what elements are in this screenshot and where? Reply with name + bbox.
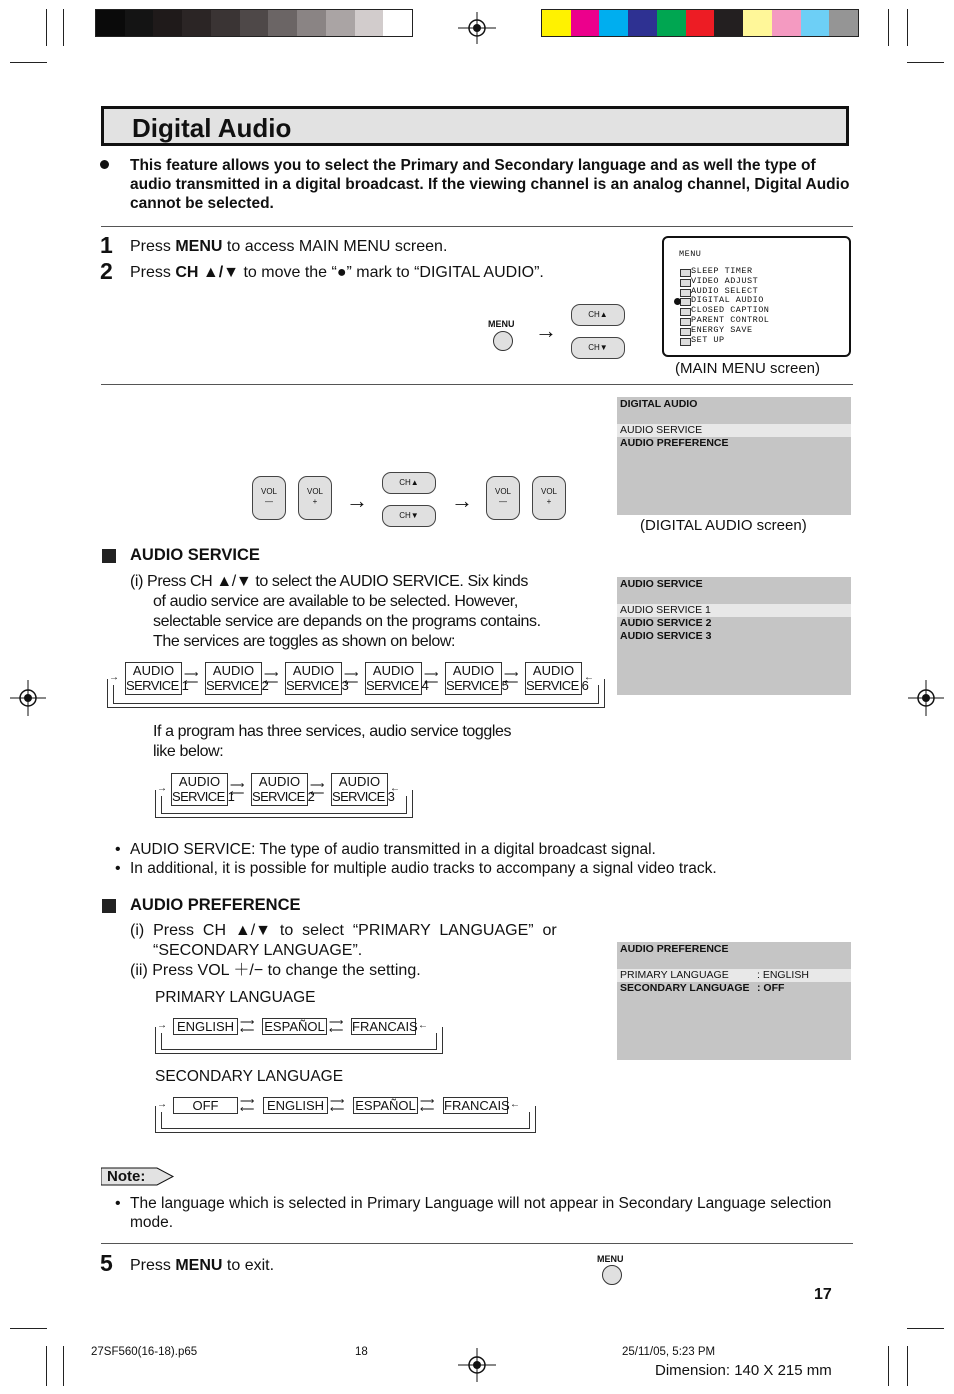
loop-arrow-icon: → bbox=[157, 1019, 167, 1031]
ch-down-button[interactable] bbox=[571, 337, 625, 359]
screen-header bbox=[617, 398, 851, 411]
audio-preference-instructions bbox=[130, 921, 557, 981]
note-text: The language which is selected in Primary Language will not appear in Secondary Language selection mode. bbox=[130, 1195, 832, 1231]
step-text-part: to exit. bbox=[222, 1257, 275, 1274]
registration-target-icon bbox=[908, 680, 944, 716]
audio-service-note-1: AUDIO SERVICE: The type of audio transmitted in a digital broadcast signal. bbox=[130, 841, 656, 858]
step-text-part: Press bbox=[130, 238, 176, 255]
toggle-option-box: ENGLISH bbox=[173, 1018, 238, 1035]
step-1-text bbox=[130, 238, 447, 256]
text-line: “SECONDARY LANGUAGE”. bbox=[153, 942, 363, 959]
toggle-option-box: ESPAÑOL bbox=[353, 1097, 418, 1114]
calibration-swatch bbox=[772, 10, 801, 36]
toggle-option-line: AUDIO bbox=[372, 663, 415, 678]
registration-target-icon bbox=[458, 1348, 496, 1382]
toggle-option-line: SERVICE 2 bbox=[206, 678, 269, 693]
vol-minus-button[interactable] bbox=[252, 476, 286, 520]
toggle-option-box: ESPAÑOL bbox=[262, 1018, 327, 1035]
menu-item-icon bbox=[680, 308, 691, 316]
calibration-swatch bbox=[599, 10, 628, 36]
loop-arrow-icon: → bbox=[109, 671, 119, 683]
crop-mark bbox=[46, 9, 47, 46]
text-line: (i) Press CH ▲/▼ to select “PRIMARY LANGUAGE” or bbox=[130, 922, 557, 939]
audio-preference-screen bbox=[617, 942, 851, 1060]
ch-up-button[interactable] bbox=[571, 304, 625, 326]
calibration-swatch bbox=[743, 10, 772, 36]
menu-button[interactable] bbox=[493, 331, 513, 351]
vol-minus-button[interactable] bbox=[486, 476, 520, 520]
menu-row[interactable]: AUDIO SERVICE 1 bbox=[617, 604, 851, 617]
footer-dimension: Dimension: 140 X 215 mm bbox=[655, 1362, 832, 1379]
toggle-option-box: FRANCAIS bbox=[444, 1098, 510, 1113]
menu-button[interactable] bbox=[602, 1265, 622, 1285]
toggle-arrows-icon: ⟶ ⟵ bbox=[184, 668, 199, 688]
menu-row-primary-language[interactable] bbox=[617, 969, 851, 982]
menu-item-label: VIDEO ADJUST bbox=[691, 275, 759, 286]
crop-mark bbox=[907, 1346, 908, 1386]
text-line: The services are toggles as shown on below: bbox=[153, 633, 456, 650]
three-service-toggle-flow bbox=[155, 771, 413, 821]
bullet-item: • bbox=[115, 1195, 121, 1212]
toggle-option-line: AUDIO bbox=[292, 663, 335, 678]
calibration-swatch bbox=[240, 10, 269, 36]
calibration-swatch bbox=[686, 10, 715, 36]
section-marker-icon bbox=[102, 549, 116, 563]
toggle-option-line: SERVICE 3 bbox=[286, 678, 349, 693]
main-menu-caption: (MAIN MENU screen) bbox=[675, 360, 821, 377]
crop-mark bbox=[907, 9, 908, 46]
step-text-part: Press bbox=[130, 264, 176, 281]
vol-plus-button[interactable] bbox=[532, 476, 566, 520]
section-marker-icon bbox=[102, 899, 116, 913]
key-name: MENU bbox=[175, 238, 223, 255]
menu-item-icon bbox=[680, 318, 691, 326]
menu-item-label: PARENT CONTROL bbox=[691, 315, 770, 325]
toggle-option-line: AUDIO bbox=[258, 774, 301, 789]
menu-button-label: MENU bbox=[597, 1254, 624, 1264]
menu-row-label: AUDIO SERVICE 3 bbox=[620, 630, 712, 642]
button-label: VOL bbox=[306, 487, 323, 496]
calibration-swatch bbox=[355, 10, 384, 36]
toggle-loop-bracket-inner bbox=[161, 796, 407, 815]
registration-target-icon bbox=[458, 12, 496, 44]
toggle-arrows-icon: ⟶ ⟵ bbox=[240, 1016, 255, 1036]
button-label: + bbox=[546, 497, 552, 506]
screen-header-text: AUDIO PREFERENCE bbox=[620, 943, 729, 955]
divider bbox=[101, 1243, 853, 1244]
button-label: — bbox=[499, 497, 507, 506]
crop-mark bbox=[10, 62, 47, 63]
menu-row[interactable] bbox=[617, 617, 851, 630]
loop-arrow-icon: ← bbox=[510, 1098, 520, 1110]
menu-row-label: SECONDARY LANGUAGE bbox=[620, 982, 750, 994]
crop-mark bbox=[907, 62, 944, 63]
toggle-option-line: SERVICE 6 bbox=[526, 678, 589, 693]
toggle-arrows-icon: ⟶ ⟵ bbox=[424, 668, 439, 688]
crop-mark bbox=[907, 1328, 944, 1329]
audio-service-instructions bbox=[130, 572, 541, 652]
loop-arrow-icon: → bbox=[157, 1098, 167, 1110]
button-label: CH▼ bbox=[399, 511, 419, 520]
crop-mark bbox=[888, 1346, 889, 1386]
calibration-swatch bbox=[125, 10, 154, 36]
calibration-swatch bbox=[96, 10, 125, 36]
calibration-swatch bbox=[542, 10, 571, 36]
audio-service-heading: AUDIO SERVICE bbox=[130, 546, 260, 564]
toggle-option-line: SERVICE 1 bbox=[172, 789, 235, 804]
footer-file: 27SF560(16-18).p65 bbox=[91, 1346, 198, 1358]
toggle-option-line: SERVICE 4 bbox=[366, 678, 429, 693]
toggle-loop-bracket-inner bbox=[113, 685, 599, 705]
calibration-swatch bbox=[829, 10, 858, 36]
toggle-option-line: AUDIO bbox=[212, 663, 255, 678]
menu-item-label: DIGITAL AUDIO bbox=[691, 295, 764, 306]
toggle-option-line: AUDIO bbox=[132, 663, 175, 678]
footer-date: 25/11/05, 5:23 PM bbox=[622, 1346, 716, 1358]
button-label: + bbox=[312, 497, 318, 506]
toggle-arrows-icon: ⟶ ⟵ bbox=[420, 1095, 435, 1115]
audio-service-toggle-flow bbox=[107, 660, 605, 710]
ch-up-button[interactable] bbox=[382, 472, 436, 494]
calibration-swatch bbox=[628, 10, 657, 36]
primary-language-toggle-flow bbox=[155, 1016, 443, 1056]
secondary-language-toggle-flow bbox=[155, 1095, 536, 1135]
menu-row-label: AUDIO PREFERENCE bbox=[620, 437, 729, 449]
loop-arrow-icon: → bbox=[157, 782, 167, 794]
arrow-right-icon: → bbox=[535, 318, 557, 343]
crop-mark bbox=[46, 1346, 47, 1386]
menu-item-icon bbox=[680, 269, 691, 277]
button-label: VOL bbox=[260, 487, 277, 496]
step-text-part: Press bbox=[130, 1257, 176, 1274]
toggle-option-line: SERVICE 3 bbox=[332, 789, 395, 804]
primary-language-label: PRIMARY LANGUAGE bbox=[155, 989, 316, 1006]
calibration-swatch bbox=[268, 10, 297, 36]
step-2-text bbox=[130, 264, 544, 282]
page-number: 17 bbox=[814, 1286, 832, 1303]
toggle-arrows-icon: ⟶ ⟵ bbox=[310, 779, 325, 799]
menu-row-audio-preference[interactable] bbox=[617, 437, 851, 450]
menu-row[interactable] bbox=[617, 630, 851, 643]
menu-row-audio-service[interactable]: AUDIO SERVICE bbox=[617, 424, 851, 437]
text-line: If a program has three services, audio service toggles bbox=[153, 723, 512, 740]
main-menu-screen bbox=[662, 236, 851, 357]
toggle-option-line: SERVICE 2 bbox=[252, 789, 315, 804]
digital-audio-caption: (DIGITAL AUDIO screen) bbox=[640, 517, 807, 534]
loop-arrow-icon: ← bbox=[418, 1019, 428, 1031]
screen-header bbox=[617, 578, 851, 591]
text-line: of audio service are available to be selected. However, bbox=[153, 593, 518, 610]
button-label: VOL bbox=[494, 487, 511, 496]
toggle-option-line: AUDIO bbox=[178, 774, 221, 789]
toggle-option-box: FRANCAIS bbox=[352, 1019, 418, 1034]
toggle-arrows-icon: ⟶ ⟵ bbox=[329, 1016, 344, 1036]
calibration-swatch bbox=[182, 10, 211, 36]
note-tag bbox=[101, 1167, 173, 1185]
bullet-icon bbox=[100, 160, 109, 169]
menu-item-icon bbox=[680, 328, 691, 336]
registration-target-icon bbox=[10, 680, 46, 716]
toggle-loop-bracket-inner bbox=[161, 1033, 437, 1051]
toggle-option-box: OFF bbox=[173, 1097, 238, 1114]
calibration-swatch bbox=[571, 10, 600, 36]
button-label: — bbox=[265, 497, 273, 506]
step-text-part: to move the “●” mark to “DIGITAL AUDIO”. bbox=[239, 264, 544, 281]
loop-arrow-icon: ← bbox=[390, 782, 400, 794]
crop-mark bbox=[63, 9, 64, 46]
menu-item-label: SLEEP TIMER bbox=[691, 266, 753, 276]
crop-mark bbox=[63, 1346, 64, 1386]
divider bbox=[101, 226, 853, 227]
audio-service-note-2: In additional, it is possible for multiple audio tracks to accompany a signal video track. bbox=[130, 860, 717, 877]
note-label: Note: bbox=[107, 1168, 146, 1185]
toggle-option-line: SERVICE 5 bbox=[446, 678, 509, 693]
intro-text: This feature allows you to select the Primary and Secondary language and as well the type of audio transmitted in a digital broadcast. If the viewing channel is an analog channel, Digital Audio cannot be selected. bbox=[130, 157, 850, 212]
toggle-loop-bracket-inner bbox=[161, 1112, 530, 1130]
three-services-text bbox=[153, 722, 511, 762]
calibration-swatch bbox=[211, 10, 240, 36]
digital-audio-screen bbox=[617, 397, 851, 515]
menu-row-value: : OFF bbox=[757, 982, 785, 994]
menu-row-label: AUDIO SERVICE 2 bbox=[620, 617, 712, 629]
toggle-option-line: AUDIO bbox=[452, 663, 495, 678]
menu-item-icon bbox=[680, 338, 691, 346]
gray-calibration-bar bbox=[95, 9, 413, 37]
key-name: CH ▲/▼ bbox=[175, 264, 240, 281]
key-name: MENU bbox=[175, 1257, 223, 1274]
page-title-bar bbox=[101, 106, 849, 146]
button-label: CH▼ bbox=[588, 343, 608, 352]
text-line: selectable service are depands on the programs contains. bbox=[153, 613, 541, 630]
crop-mark bbox=[888, 9, 889, 46]
menu-item-icon bbox=[680, 279, 691, 287]
toggle-arrows-icon: ⟶ ⟵ bbox=[240, 1095, 255, 1115]
calibration-swatch bbox=[714, 10, 743, 36]
toggle-option-line: SERVICE 1 bbox=[126, 678, 189, 693]
step-number: 5 bbox=[100, 1250, 113, 1276]
menu-item[interactable] bbox=[678, 334, 828, 347]
text-line: (ii) Press VOL ＋/− to change the setting. bbox=[130, 962, 421, 979]
divider bbox=[101, 384, 853, 385]
toggle-arrows-icon: ⟶ ⟵ bbox=[264, 668, 279, 688]
screen-header-text: AUDIO SERVICE bbox=[620, 578, 703, 590]
crop-mark bbox=[10, 1328, 47, 1329]
text-line: like below: bbox=[153, 743, 224, 760]
loop-arrow-icon: ← bbox=[584, 671, 594, 683]
button-label: CH▲ bbox=[399, 478, 419, 487]
menu-item-icon bbox=[680, 289, 691, 297]
menu-item-label: SET UP bbox=[691, 334, 725, 345]
toggle-arrows-icon: ⟶ ⟵ bbox=[504, 668, 519, 688]
bullet-item: • bbox=[115, 860, 121, 877]
toggle-arrows-icon: ⟶ ⟵ bbox=[344, 668, 359, 688]
secondary-language-label: SECONDARY LANGUAGE bbox=[155, 1068, 344, 1085]
page-title: Digital Audio bbox=[132, 113, 292, 143]
calibration-swatch bbox=[657, 10, 686, 36]
menu-row-label: PRIMARY LANGUAGE bbox=[620, 969, 729, 981]
arrow-right-icon: → bbox=[451, 488, 473, 513]
screen-header bbox=[617, 943, 851, 956]
menu-item-label: CLOSED CAPTION bbox=[691, 305, 770, 316]
step-number: 1 bbox=[100, 232, 113, 258]
toggle-option-line: AUDIO bbox=[532, 663, 575, 678]
text-line: (i) Press CH ▲/▼ to select the AUDIO SERVICE. Six kinds bbox=[130, 573, 528, 590]
ch-down-button[interactable] bbox=[382, 505, 436, 527]
toggle-arrows-icon: ⟶ ⟵ bbox=[330, 1095, 345, 1115]
menu-item-label: ENERGY SAVE bbox=[691, 324, 753, 335]
calibration-swatch bbox=[297, 10, 326, 36]
calibration-swatch bbox=[383, 10, 412, 36]
calibration-swatch bbox=[153, 10, 182, 36]
menu-item-icon bbox=[680, 298, 691, 306]
screen-header-text: DIGITAL AUDIO bbox=[620, 398, 698, 410]
bullet-item: • bbox=[115, 841, 121, 858]
vol-plus-button[interactable] bbox=[298, 476, 332, 520]
step-text-part: to access MAIN MENU screen. bbox=[222, 238, 448, 255]
color-calibration-bar bbox=[541, 9, 859, 37]
button-label: VOL bbox=[540, 487, 557, 496]
toggle-option-line: AUDIO bbox=[338, 774, 381, 789]
arrow-right-icon: → bbox=[346, 488, 368, 513]
menu-header: MENU bbox=[679, 249, 702, 259]
menu-item-label: AUDIO SELECT bbox=[691, 285, 759, 296]
footer-page: 18 bbox=[355, 1346, 368, 1358]
step-5-text bbox=[130, 1257, 274, 1275]
audio-preference-heading: AUDIO PREFERENCE bbox=[130, 896, 301, 914]
step-number: 2 bbox=[100, 258, 113, 284]
calibration-swatch bbox=[326, 10, 355, 36]
audio-service-screen bbox=[617, 577, 851, 695]
toggle-option-box: ENGLISH bbox=[263, 1097, 328, 1114]
calibration-swatch bbox=[801, 10, 830, 36]
menu-button-label: MENU bbox=[488, 319, 515, 329]
button-label: CH▲ bbox=[588, 310, 608, 319]
menu-row-secondary-language[interactable] bbox=[617, 982, 851, 995]
toggle-arrows-icon: ⟶ ⟵ bbox=[230, 779, 245, 799]
menu-row-value: : ENGLISH bbox=[757, 969, 809, 981]
